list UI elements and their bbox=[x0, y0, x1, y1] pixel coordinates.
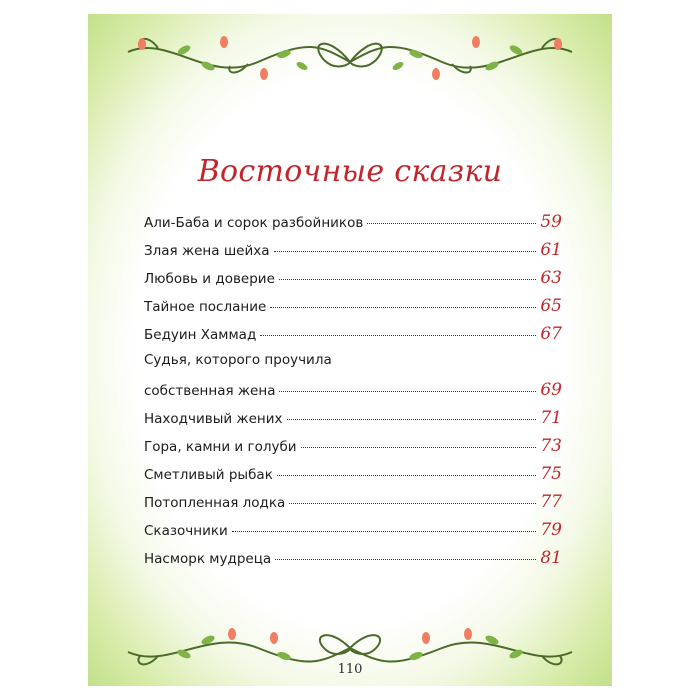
toc-entry-page: 65 bbox=[540, 296, 562, 316]
leader-dots bbox=[279, 391, 536, 392]
toc-entry[interactable] bbox=[144, 464, 562, 492]
leader-dots bbox=[279, 279, 536, 280]
toc-entry[interactable] bbox=[144, 436, 562, 464]
toc-entry-page: 69 bbox=[540, 380, 562, 400]
leader-dots bbox=[287, 419, 537, 420]
toc-entry-label: Сказочники bbox=[144, 523, 228, 539]
toc-entry-page: 67 bbox=[540, 324, 562, 344]
toc-entry-page: 77 bbox=[540, 492, 562, 512]
toc-entry-label: Злая жена шейха bbox=[144, 243, 270, 259]
toc-entry[interactable] bbox=[144, 324, 562, 352]
toc-entry[interactable] bbox=[144, 296, 562, 324]
toc-entry-label: собственная жена bbox=[144, 383, 276, 399]
leader-dots bbox=[301, 447, 536, 448]
leader-dots bbox=[367, 223, 536, 224]
toc-entry-page: 59 bbox=[540, 212, 562, 232]
toc-entry-page: 75 bbox=[540, 464, 562, 484]
leader-dots bbox=[275, 559, 536, 560]
leader-dots bbox=[270, 307, 536, 308]
toc-entry-page: 63 bbox=[540, 268, 562, 288]
toc-entry[interactable] bbox=[144, 240, 562, 268]
toc-entry-label: Али-Баба и сорок разбойников bbox=[144, 215, 364, 231]
toc-entry[interactable] bbox=[144, 408, 562, 436]
toc-entry[interactable] bbox=[144, 492, 562, 520]
toc-entry-label: Сметливый рыбак bbox=[144, 467, 273, 483]
leader-dots bbox=[260, 335, 536, 336]
toc-entry-label: Гора, камни и голуби bbox=[144, 439, 297, 455]
toc-entry-page: 71 bbox=[540, 408, 562, 428]
toc-entry[interactable] bbox=[144, 268, 562, 296]
leader-dots bbox=[274, 251, 536, 252]
page-number: 110 bbox=[337, 662, 363, 677]
toc-entry-page: 81 bbox=[540, 548, 562, 568]
toc-entry-label: Судья, которого проучила bbox=[144, 352, 332, 368]
toc-entry-first-line[interactable] bbox=[144, 352, 562, 380]
leader-dots bbox=[232, 531, 536, 532]
toc-entry-label: Любовь и доверие bbox=[144, 271, 275, 287]
page-title: Восточные сказки bbox=[197, 154, 503, 189]
toc-entry-label: Насморк мудреца bbox=[144, 551, 272, 567]
book-page bbox=[88, 14, 612, 686]
toc-entry-label: Находчивый жених bbox=[144, 411, 283, 427]
leader-dots bbox=[277, 475, 536, 476]
toc-entry[interactable] bbox=[144, 380, 562, 408]
toc-entry[interactable] bbox=[144, 548, 562, 576]
toc-entry-label: Потопленная лодка bbox=[144, 495, 286, 511]
toc-entry-page: 73 bbox=[540, 436, 562, 456]
toc-entry-page: 61 bbox=[540, 240, 562, 260]
toc-entry[interactable] bbox=[144, 520, 562, 548]
toc-entry[interactable] bbox=[144, 212, 562, 240]
leader-dots bbox=[289, 503, 536, 504]
toc-entry-label: Бедуин Хаммад bbox=[144, 327, 257, 343]
table-of-contents bbox=[144, 212, 562, 576]
toc-entry-page: 79 bbox=[540, 520, 562, 540]
toc-entry-label: Тайное послание bbox=[144, 299, 267, 315]
top-vine-ornament bbox=[88, 14, 612, 94]
